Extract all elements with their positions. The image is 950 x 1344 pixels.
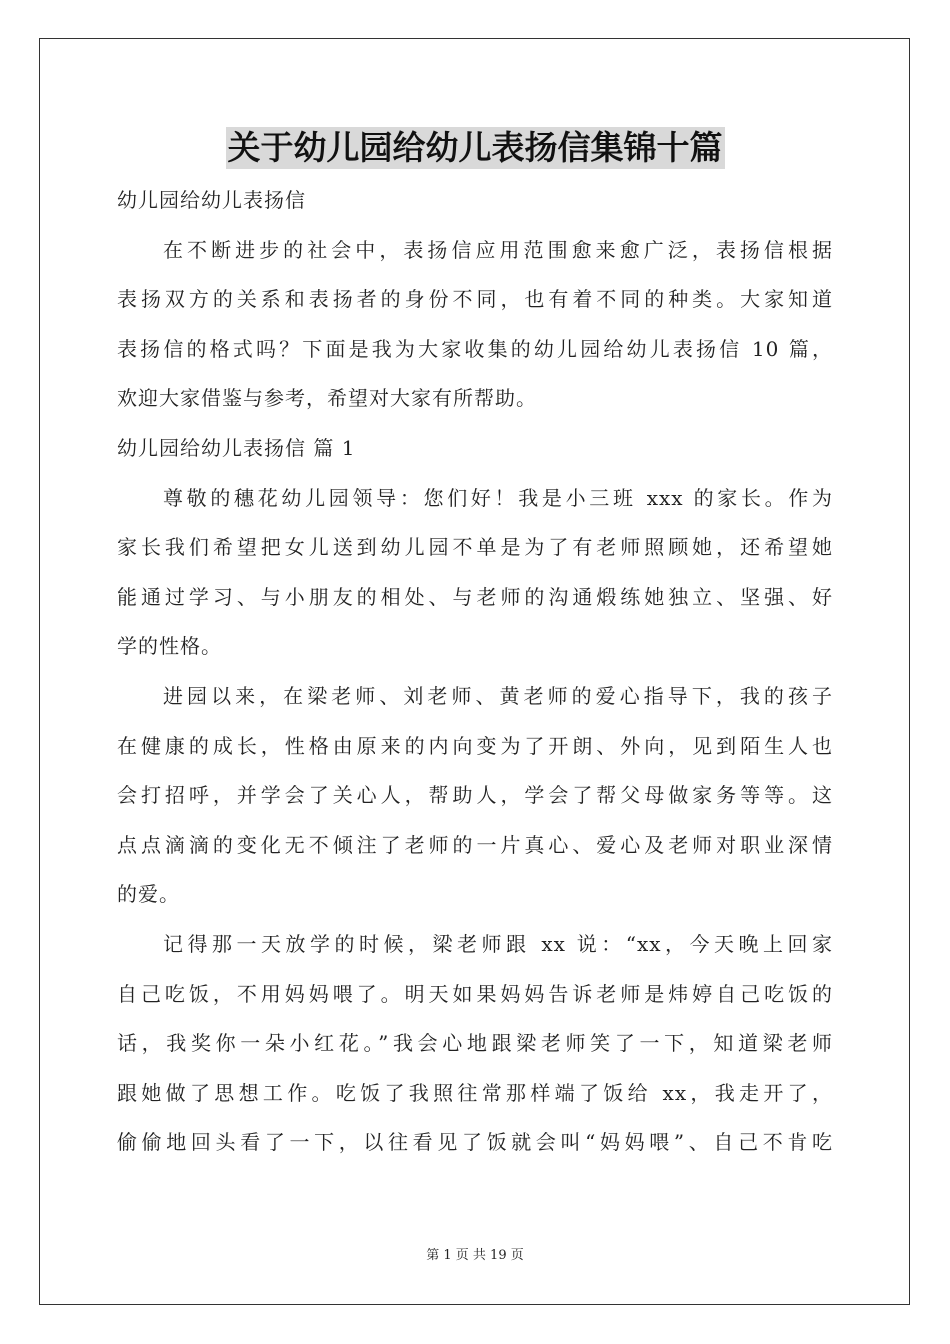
paragraph-line: 欢迎大家借鉴与参考，希望对大家有所帮助。 xyxy=(117,386,537,411)
paragraph-line: 话，我奖你一朵小红花。”我会心地跟梁老师笑了一下，知道梁老师 xyxy=(117,1031,833,1056)
paragraph-line: 表扬双方的关系和表扬者的身份不同，也有着不同的种类。大家知道 xyxy=(117,287,833,312)
page-footer xyxy=(0,1244,950,1263)
title-container xyxy=(0,127,950,169)
page-number-label: 第 1 页 共 19 页 xyxy=(426,1248,524,1263)
paragraph-line: 在不断进步的社会中，表扬信应用范围愈来愈广泛，表扬信根据 xyxy=(163,237,833,262)
paragraph-line: 表扬信的格式吗？下面是我为大家收集的幼儿园给幼儿表扬信 10 篇， xyxy=(117,336,833,361)
paragraph-line: 进园以来，在梁老师、刘老师、黄老师的爱心指导下，我的孩子 xyxy=(163,683,833,708)
paragraph-line: 家长我们希望把女儿送到幼儿园不单是为了有老师照顾她，还希望她 xyxy=(117,535,833,560)
section-heading: 幼儿园给幼儿表扬信 xyxy=(117,188,306,212)
paragraph-line: 会打招呼，并学会了关心人，帮助人，学会了帮父母做家务等等。这 xyxy=(117,783,833,808)
paragraph-line: 在健康的成长，性格由原来的内向变为了开朗、外向，见到陌生人也 xyxy=(117,733,833,758)
paragraph-line: 偷偷地回头看了一下，以往看见了饭就会叫“妈妈喂”、自己不肯吃 xyxy=(117,1130,833,1155)
document-body xyxy=(117,176,833,1168)
paragraph-line: 记得那一天放学的时候，梁老师跟 xx 说：“xx，今天晚上回家 xyxy=(163,931,833,956)
paragraph-line: 点点滴滴的变化无不倾注了老师的一片真心、爱心及老师对职业深情 xyxy=(117,832,833,857)
document-title: 关于幼儿园给幼儿表扬信集锦十篇 xyxy=(227,128,723,167)
paragraph-line: 自己吃饭，不用妈妈喂了。明天如果妈妈告诉老师是炜婷自己吃饭的 xyxy=(117,981,833,1006)
paragraph-line: 尊敬的穗花幼儿园领导：您们好！我是小三班 xxx 的家长。作为 xyxy=(163,485,833,510)
paragraph-line: 跟她做了思想工作。吃饭了我照往常那样端了饭给 xx，我走开了， xyxy=(117,1080,833,1105)
paragraph-line: 的爱。 xyxy=(117,882,180,907)
paragraph-line: 学的性格。 xyxy=(117,634,222,659)
section-heading: 幼儿园给幼儿表扬信 篇 1 xyxy=(117,435,356,460)
paragraph-line: 能通过学习、与小朋友的相处、与老师的沟通煅练她独立、坚强、好 xyxy=(117,584,833,609)
